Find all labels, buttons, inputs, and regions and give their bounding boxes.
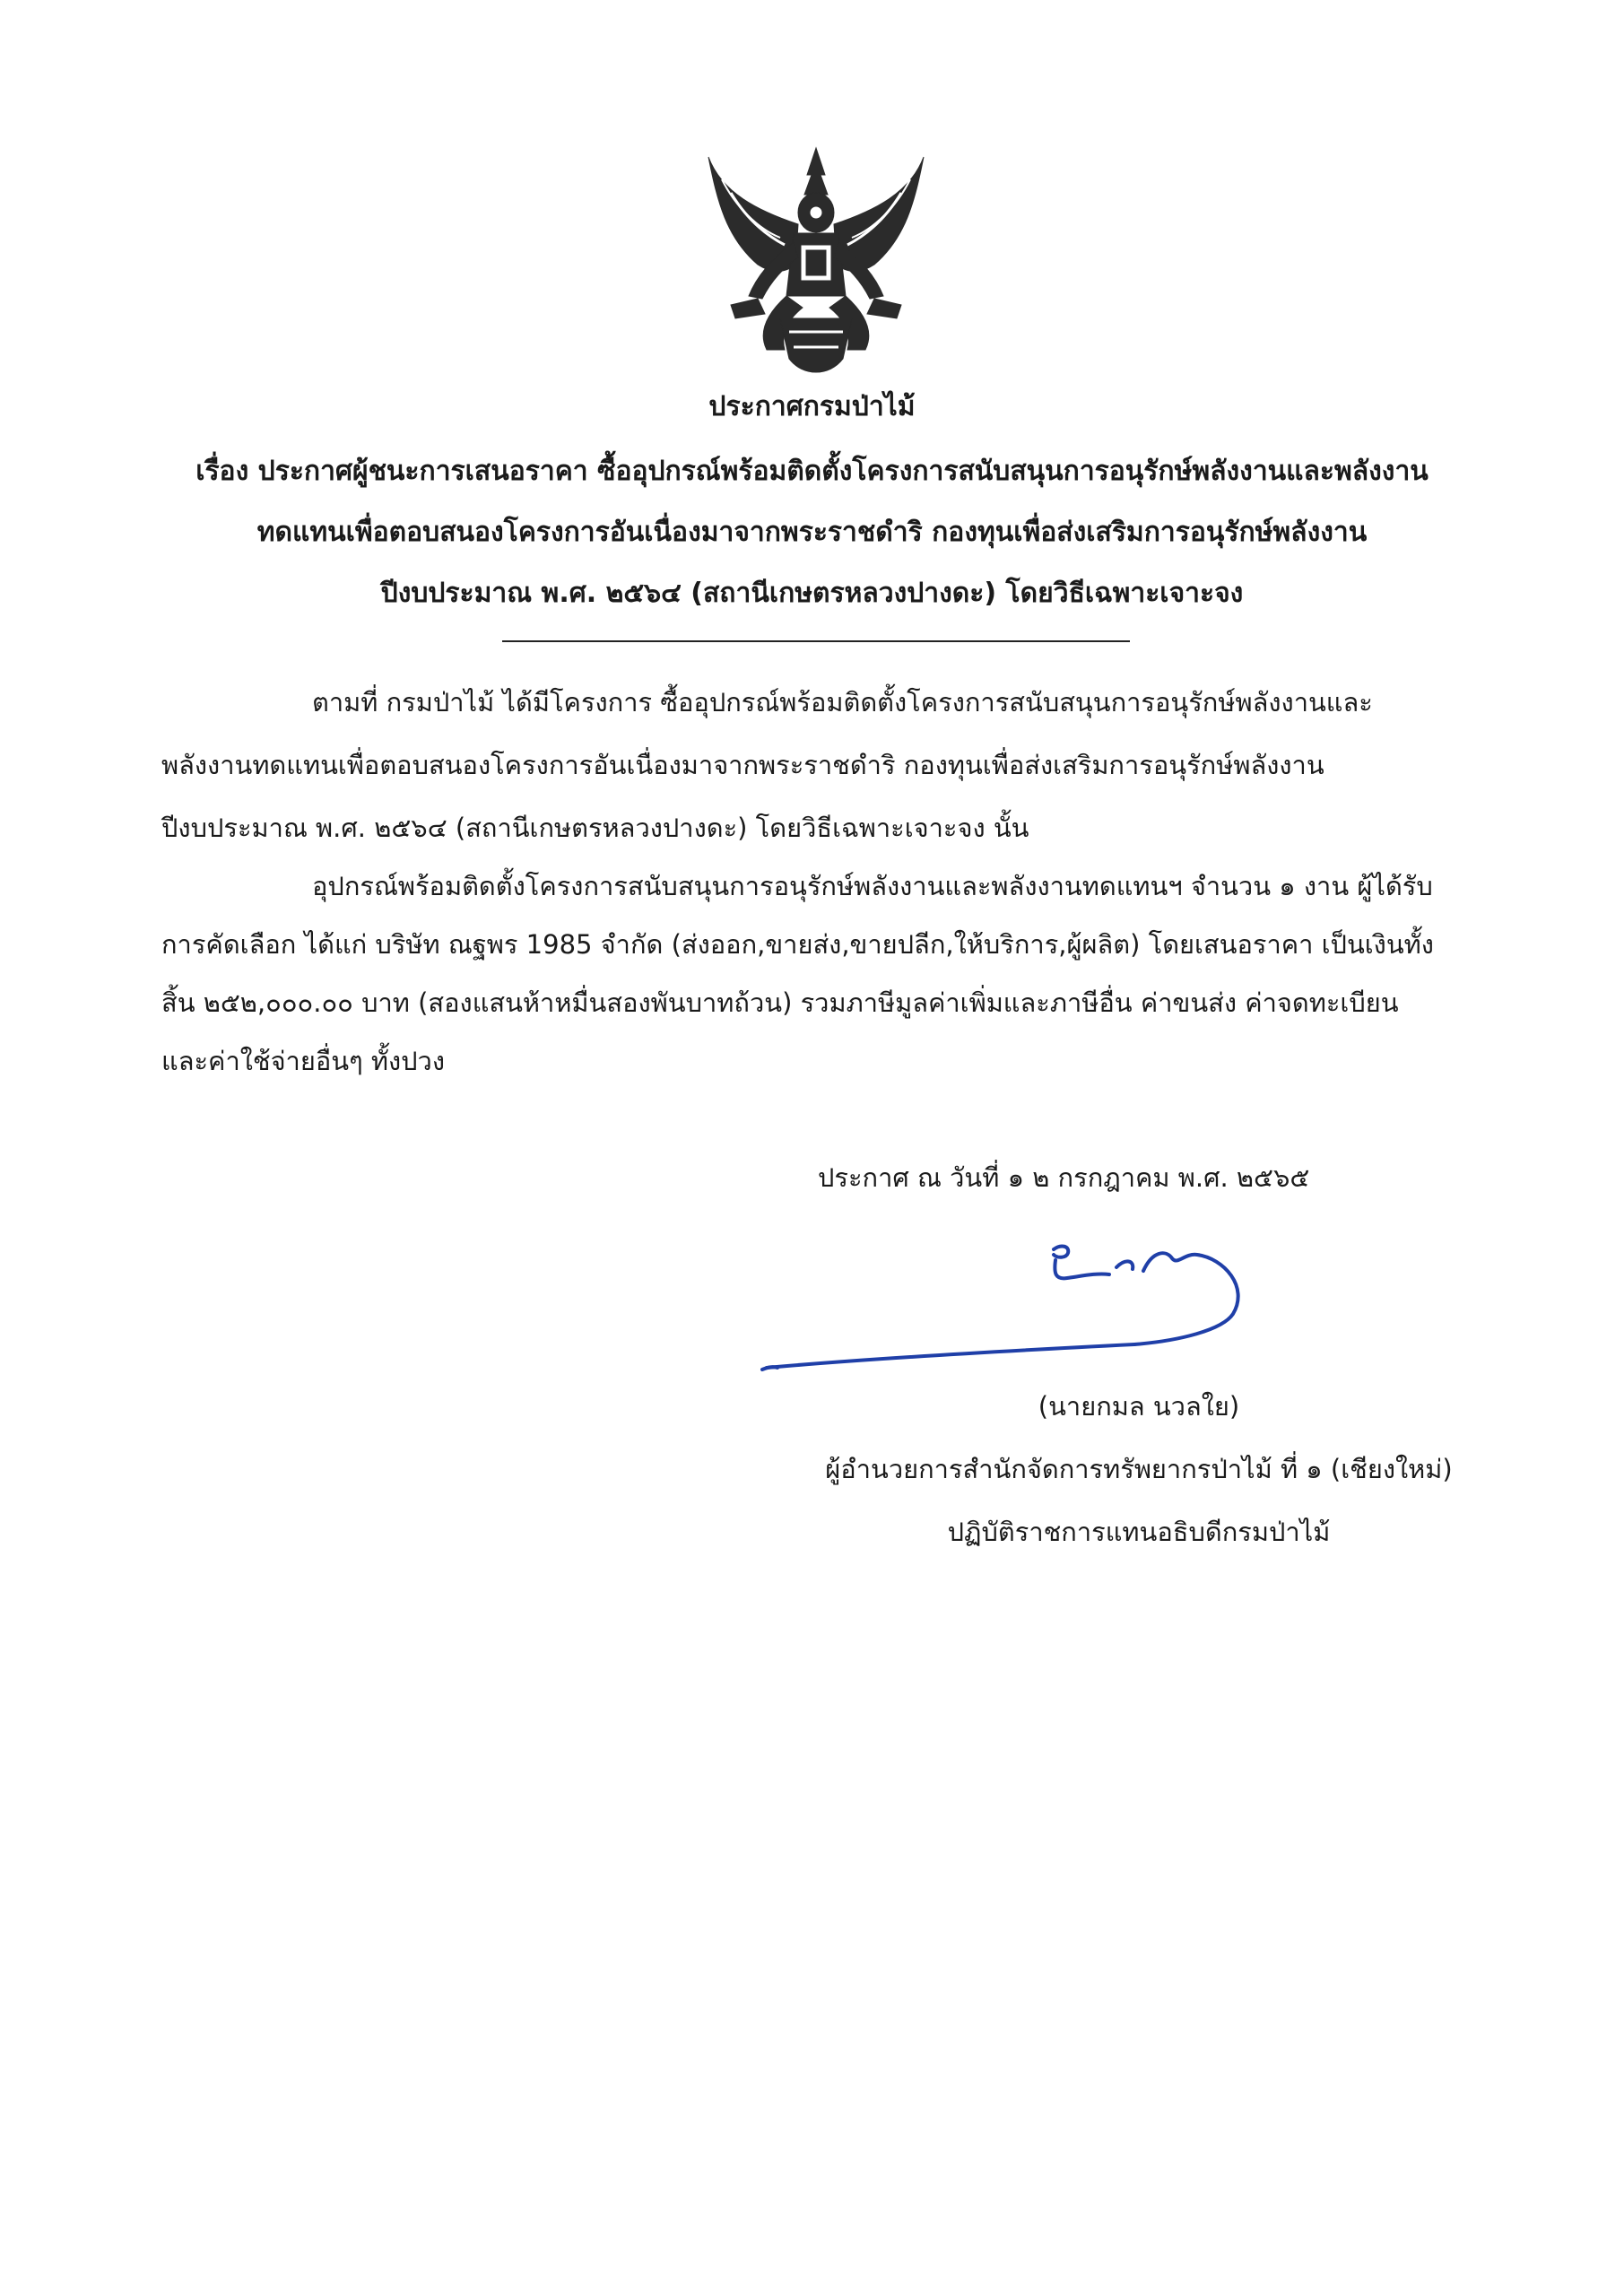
paragraph-2-line-2: การคัดเลือก ได้แก่ บริษัท ณฐพร 1985 จำกัด (ส่งออก,ขายส่ง,ขายปลีก,ให้บริการ,ผู้ผลิต) โดยเสนอราคา เป็นเงินทั้ง (161, 929, 1434, 960)
paragraph-2-line-1: อุปกรณ์พร้อมติดตั้งโครงการสนับสนุนการอนุรักษ์พลังงานและพลังงานทดแทนฯ จำนวน ๑ งาน ผู้ได้รับ (312, 871, 1433, 901)
announcement-title: ประกาศกรมป่าไม้ (708, 391, 916, 422)
announcement-date: ประกาศ ณ วันที่ ๑ ๒ กรกฎาคม พ.ศ. ๒๕๖๕ (818, 1162, 1310, 1193)
paragraph-2-line-4: และค่าใช้จ่ายอื่นๆ ทั้งปวง (161, 1046, 445, 1076)
paragraph-1-line-2: พลังงานทดแทนเพื่อตอบสนองโครงการอันเนื่องมาจากพระราชดำริ กองทุนเพื่อส่งเสริมการอนุรักษ์พลังงาน (161, 750, 1324, 780)
signatory-position: ผู้อำนวยการสำนักจัดการทรัพยากรป่าไม้ ที่ ๑ (เชียงใหม่) (825, 1454, 1453, 1484)
paragraph-1-line-1: ตามที่ กรมป่าไม้ ได้มีโครงการ ซื้ออุปกรณ์พร้อมติดตั้งโครงการสนับสนุนการอนุรักษ์พลังงานและ (312, 687, 1373, 718)
header-divider (502, 640, 1130, 642)
garuda-emblem-icon (695, 139, 937, 381)
paragraph-2-line-3: สิ้น ๒๕๒,๐๐๐.๐๐ บาท (สองแสนห้าหมื่นสองพันบาทถ้วน) รวมภาษีมูลค่าเพิ่มและภาษีอื่น ค่าขนส่ง ค่าจดทะเบียน (161, 987, 1399, 1018)
signatory-acting-title: ปฏิบัติราชการแทนอธิบดีกรมป่าไม้ (947, 1517, 1331, 1547)
signatory-name: (นายกมล นวลใย) (1038, 1391, 1240, 1422)
paragraph-1-line-3: ปีงบประมาณ พ.ศ. ๒๕๖๔ (สถานีเกษตรหลวงปางดะ) โดยวิธีเฉพาะเจาะจง นั้น (161, 813, 1029, 843)
subject-line-1: เรื่อง ประกาศผู้ชนะการเสนอราคา ซื้ออุปกรณ์พร้อมติดตั้งโครงการสนับสนุนการอนุรักษ์พลังงานและพลังงาน (195, 456, 1429, 487)
handwritten-signature (758, 1233, 1278, 1377)
subject-line-3: ปีงบประมาณ พ.ศ. ๒๕๖๔ (สถานีเกษตรหลวงปางดะ) โดยวิธีเฉพาะเจาะจง (380, 578, 1244, 609)
subject-line-2: ทดแทนเพื่อตอบสนองโครงการอันเนื่องมาจากพระราชดำริ กองทุนเพื่อส่งเสริมการอนุรักษ์พลังงาน (256, 517, 1368, 548)
